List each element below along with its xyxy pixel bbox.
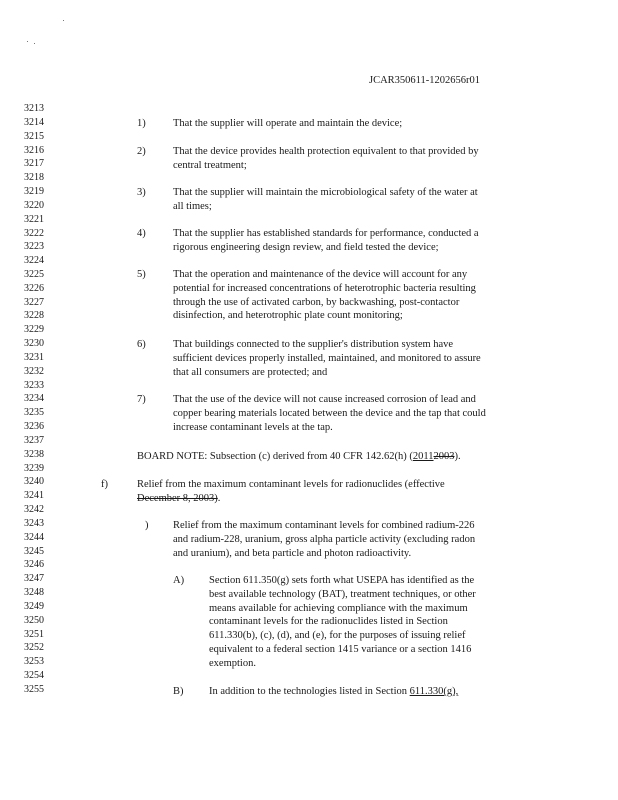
text-line: equivalent to a federal section 1415 variance or a section 1416 [209,643,472,655]
text-line: disinfection, and heterotrophic plate count monitoring; [173,310,403,322]
text-line: That the operation and maintenance of the device will account for any [173,269,468,280]
scan-speck [63,20,64,21]
board-note-text: BOARD NOTE: Subsection (c) derived from 40 CFR 142.62(h) ( [137,451,413,462]
line-number: 3246 [24,559,44,571]
line-number: 3245 [24,545,44,557]
document-id: JCAR350611-1202656r01 [369,75,481,86]
text-line: and uranium), and beta particle and photon radioactivity. [173,547,412,559]
text-line: sufficient devices properly installed, maintained, and monitored to assure [173,352,481,364]
text-line: contaminant levels for the radionuclides listed in Section [209,616,448,628]
condition-4-text [173,227,479,255]
line-number: 3221 [24,213,44,225]
line-number: 3224 [24,255,44,267]
line-number: 3235 [24,407,44,419]
line-number: 3255 [24,683,44,695]
text-line: central treatment; [173,159,247,171]
condition-5-marker: 5) [137,269,146,280]
subsection-f-heading [137,478,445,506]
text-line: and radium-228, uranium, gross alpha particle activity (excluding radon [173,533,476,545]
line-number: 3223 [24,241,44,253]
text-line: copper bearing materials located between the device and the tap that could [173,407,486,419]
text-fragment: In addition to the technologies listed in Section [209,686,410,697]
text-line: Relief from the maximum contaminant levels for radionuclides (effective [137,479,445,490]
condition-2-marker: 2) [137,146,146,157]
condition-6-marker: 6) [137,339,146,350]
line-number: 3247 [24,573,44,585]
text-line: exemption. [209,657,256,669]
line-number: 3225 [24,269,44,280]
line-number: 3251 [24,628,44,640]
deleted-date: December 8, 2003) [137,492,218,504]
line-number: 3220 [24,199,44,211]
text-line: That buildings connected to the supplier's distribution system have [173,339,454,350]
text-line: increase contaminant levels at the tap. [173,421,333,433]
text-line: that all consumers are protected; and [173,366,328,378]
condition-4-marker: 4) [137,228,146,239]
item-1-marker: ) [145,520,149,531]
line-number: 3232 [24,365,44,377]
scan-speck [27,41,28,42]
text-line: through the use of activated carbon, by backwashing, post-contactor [173,296,460,308]
text-fragment: . [217,492,221,504]
condition-7-marker: 7) [137,394,146,405]
text-line: That the use of the device will not cause increased corrosion of lead and [173,394,476,405]
line-number: 3226 [24,282,44,294]
subsection-f-marker: f) [101,479,108,490]
scan-speck [34,43,35,44]
line-number: 3238 [24,448,44,460]
line-number: 3222 [24,227,44,239]
text-line: That the supplier has established standards for performance, conducted a [173,228,479,239]
deleted-year: 2003 [433,451,455,462]
condition-5-text [173,268,476,323]
line-number: 3241 [24,490,44,502]
line-number: 3243 [24,517,44,529]
item-b-text [209,685,458,699]
line-number: 3236 [24,421,44,433]
line-number: 3240 [24,476,44,488]
text-line: all times; [173,200,212,212]
line-number: 3234 [24,393,44,405]
inserted-year: 2011 [412,451,434,462]
text-line: Relief from the maximum contaminant levels for combined radium-226 [173,520,475,531]
text-line: That the supplier will maintain the microbiological safety of the water at [173,187,478,198]
line-number: 3228 [24,310,44,322]
text-line: means available for achieving compliance with the maximum [209,602,468,614]
line-number: 3249 [24,600,44,612]
line-number: 3237 [24,434,44,446]
line-number: 3219 [24,186,44,197]
condition-1-text [173,117,402,131]
line-number: 3216 [24,144,44,156]
line-number: 3233 [24,379,44,391]
line-number: 3218 [24,172,44,184]
condition-3-text [173,186,478,214]
line-number: 3217 [24,158,44,170]
line-number: 3213 [24,103,44,114]
line-number: 3229 [24,324,44,336]
line-number: 3239 [24,462,44,474]
line-number: 3252 [24,642,44,654]
line-number: 3227 [24,296,44,308]
line-number: 3248 [24,587,44,598]
text-line [137,492,445,506]
underlined-reference: 611.330(g), [409,686,459,697]
text-line: best available technology (BAT), treatment techniques, or other [209,588,476,600]
item-a-text [209,574,476,671]
text-line: potential for increased concentrations of heterotrophic bacteria resulting [173,282,476,294]
item-a-marker: A) [173,575,185,586]
line-number: 3253 [24,656,44,668]
item-1-text [173,519,475,560]
text-line: rigorous engineering design review, and field tested the device; [173,241,439,253]
line-number: 3244 [24,531,44,543]
line-number: 3214 [24,116,44,128]
line-number: 3242 [24,504,44,516]
line-number: 3231 [24,351,44,363]
condition-1-marker: 1) [137,118,146,129]
line-number: 3254 [24,670,44,681]
condition-2-text [173,145,479,173]
text-line: That the supplier will operate and maintain the device; [173,118,403,129]
line-number: 3215 [24,130,44,142]
line-number: 3250 [24,614,44,626]
board-note-end: ). [454,451,461,462]
line-number: 3230 [24,338,44,350]
condition-3-marker: 3) [137,187,146,198]
board-note [137,450,461,464]
item-b-marker: B) [173,686,184,697]
text-line: 611.330(b), (c), (d), and (e), for the purposes of issuing relief [209,630,466,642]
condition-6-text [173,338,481,379]
text-line: That the device provides health protection equivalent to that provided by [173,146,479,157]
text-line: Section 611.350(g) sets forth what USEPA has identified as the [209,575,475,586]
condition-7-text [173,393,486,434]
